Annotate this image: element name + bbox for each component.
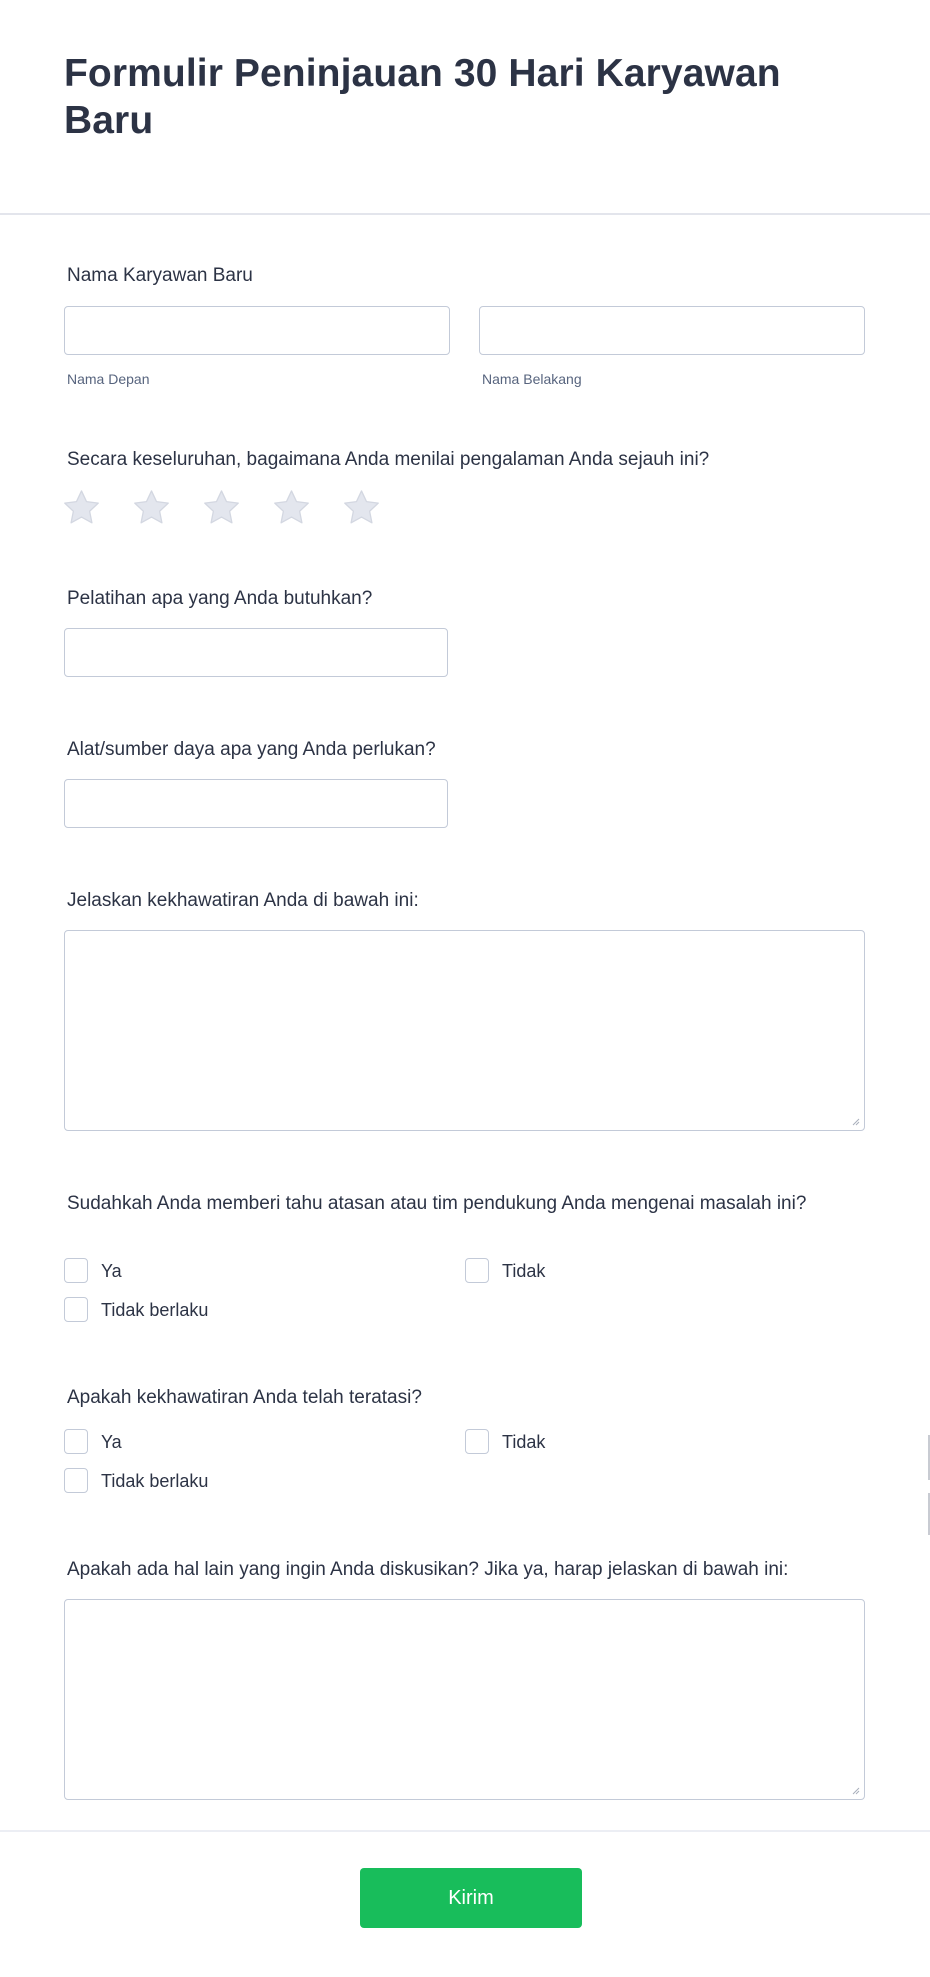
option-label: Tidak berlaku xyxy=(101,1470,209,1491)
resolved-option-tidak-berlaku[interactable] xyxy=(64,1468,208,1493)
submit-button[interactable]: Kirim xyxy=(360,1868,582,1928)
checkbox[interactable] xyxy=(64,1258,88,1283)
star-rating[interactable] xyxy=(62,488,381,527)
first-name-input[interactable] xyxy=(64,306,450,355)
checkbox[interactable] xyxy=(465,1429,489,1454)
option-label: Ya xyxy=(101,1260,122,1281)
first-name-sublabel: Nama Depan xyxy=(67,371,150,387)
star-icon[interactable] xyxy=(202,488,241,527)
option-label: Tidak berlaku xyxy=(101,1299,209,1320)
other-textarea[interactable] xyxy=(64,1599,865,1800)
name-label: Nama Karyawan Baru xyxy=(67,265,253,286)
last-name-input[interactable] xyxy=(479,306,865,355)
tools-label: Alat/sumber daya apa yang Anda perlukan? xyxy=(67,739,436,760)
checkbox[interactable] xyxy=(64,1429,88,1454)
informed-label: Sudahkah Anda memberi tahu atasan atau tim pendukung Anda mengenai masalah ini? xyxy=(67,1193,807,1214)
training-input[interactable] xyxy=(64,628,448,677)
rating-label: Secara keseluruhan, bagaimana Anda menilai pengalaman Anda sejauh ini? xyxy=(67,449,710,470)
resolved-option-tidak[interactable] xyxy=(465,1429,545,1454)
concerns-textarea[interactable] xyxy=(64,930,865,1131)
last-name-sublabel: Nama Belakang xyxy=(482,371,582,387)
form-title: Formulir Peninjauan 30 Hari Karyawan Baru xyxy=(64,52,781,142)
star-icon[interactable] xyxy=(132,488,171,527)
other-label: Apakah ada hal lain yang ingin Anda diskusikan? Jika ya, harap jelaskan di bawah ini: xyxy=(67,1559,789,1580)
option-label: Ya xyxy=(101,1431,122,1452)
informed-option-ya[interactable] xyxy=(64,1258,122,1283)
resolved-label: Apakah kekhawatiran Anda telah teratasi? xyxy=(67,1387,422,1408)
training-label: Pelatihan apa yang Anda butuhkan? xyxy=(67,588,373,609)
footer-divider xyxy=(0,1830,930,1832)
resize-grip-icon[interactable] xyxy=(851,1117,860,1126)
checkbox[interactable] xyxy=(64,1297,88,1322)
star-icon[interactable] xyxy=(272,488,311,527)
checkbox[interactable] xyxy=(64,1468,88,1493)
informed-option-tidak-berlaku[interactable] xyxy=(64,1297,208,1322)
form-header xyxy=(0,0,930,215)
informed-option-tidak[interactable] xyxy=(465,1258,545,1283)
concerns-label: Jelaskan kekhawatiran Anda di bawah ini: xyxy=(67,890,419,911)
tools-input[interactable] xyxy=(64,779,448,828)
resolved-option-ya[interactable] xyxy=(64,1429,122,1454)
star-icon[interactable] xyxy=(342,488,381,527)
option-label: Tidak xyxy=(502,1260,546,1281)
star-icon[interactable] xyxy=(62,488,101,527)
checkbox[interactable] xyxy=(465,1258,489,1283)
resize-grip-icon[interactable] xyxy=(851,1786,860,1795)
option-label: Tidak xyxy=(502,1431,546,1452)
